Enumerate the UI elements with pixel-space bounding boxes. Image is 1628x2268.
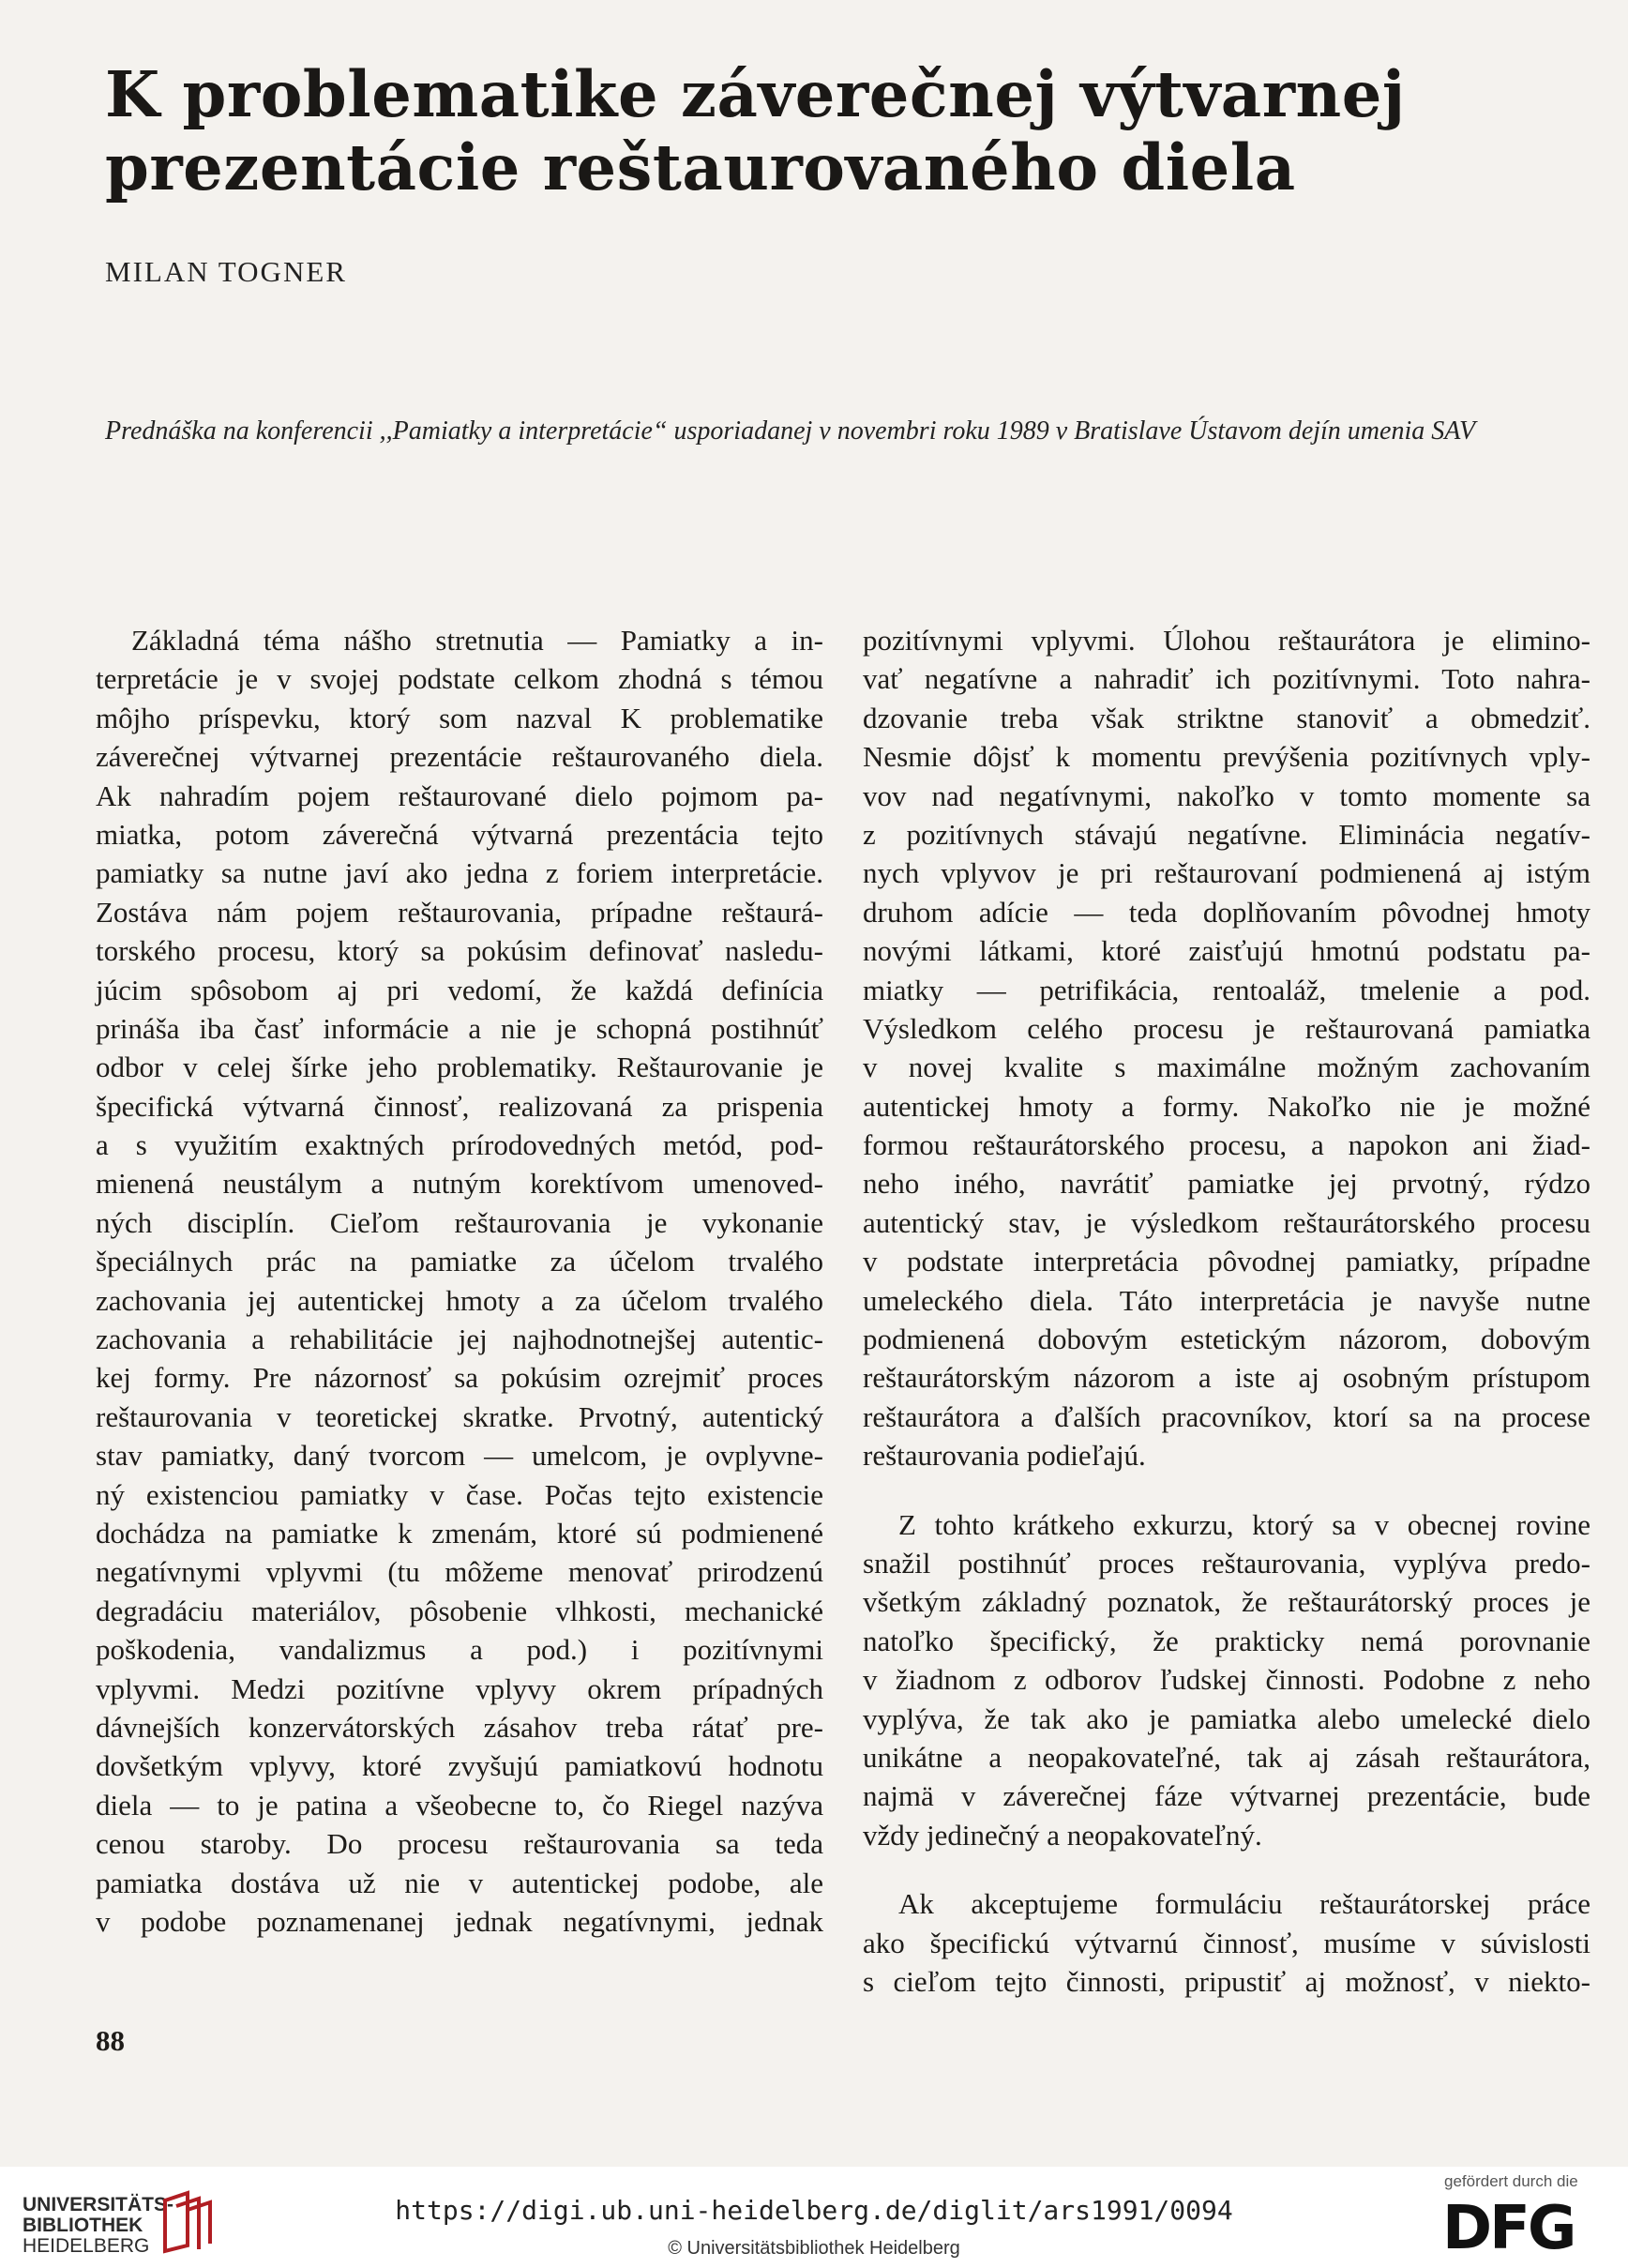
- text-line: zachovania jej autentickej hmoty a za účelom trvalého: [96, 1283, 823, 1317]
- text-line: môjho príspevku, ktorý som nazval K problematike: [96, 701, 823, 734]
- text-line: neho iného, navrátiť pamiatke jej prvotný, rýdzo: [863, 1167, 1590, 1201]
- text-line: dávnejších konzervátorských zásahov treba rátať pre-: [96, 1710, 823, 1744]
- text-line: prináša iba časť informácie a nie je schopná postihnúť: [96, 1011, 823, 1045]
- text-line: Z tohto krátkeho exkurzu, ktorý sa v obecnej rovine: [898, 1507, 1590, 1541]
- text-line: reštaurovania v teoretickej skratke. Prvotný, autentický: [96, 1399, 823, 1433]
- text-line: druhom adície — teda doplňovaním pôvodnej hmoty: [863, 895, 1590, 929]
- title-line-1: K problematike záverečnej výtvarnej: [105, 57, 1406, 131]
- funding-caption: gefördert durch die: [1444, 2172, 1578, 2190]
- text-line: júcim spôsobom aj pri vedomí, že každá definícia: [96, 973, 823, 1006]
- text-line: vplyvmi. Medzi pozitívne vplyvy okrem prípadných: [96, 1671, 823, 1705]
- text-line: špeciálnych prác na pamiatke za účelom trvalého: [96, 1245, 823, 1278]
- text-line: všetkým základný poznatok, že reštaurátorský proces je: [863, 1585, 1590, 1619]
- text-line: degradáciu materiálov, pôsobenie vlhkosti, mechanické: [96, 1594, 823, 1627]
- article-title: [105, 58, 1587, 204]
- text-line: formou reštaurátorského procesu, a napokon ani žiad-: [863, 1128, 1590, 1162]
- text-line: Ak akceptujeme formuláciu reštaurátorskej práce: [898, 1887, 1590, 1921]
- text-line: odbor v celej šírke jeho problematiky. Reštaurovanie je: [96, 1051, 823, 1084]
- text-line: torského procesu, ktorý sa pokúsim definovať nasledu-: [96, 934, 823, 968]
- lecture-note: Prednáška na konferencii ,,Pamiatky a interpretácie“ usporiadanej v novembri roku 1989 v Bratislave Ústavom dejín umenia SAV: [105, 416, 1476, 446]
- text-line: snažil postihnúť proces reštaurovania, vyplýva predo-: [863, 1546, 1590, 1580]
- text-line: s cieľom tejto činnosti, pripustiť aj možnosť, v niekto-: [863, 1964, 1590, 1998]
- text-column-right: [863, 621, 1590, 2001]
- text-line: nych vplyvov je pri reštaurovaní podmienená aj istým: [863, 856, 1590, 890]
- text-line: negatívnymi vplyvmi (tu môžeme menovať prirodzenú: [96, 1555, 823, 1589]
- text-line: z pozitívnych stávajú negatívne. Eliminácia negatív-: [863, 817, 1590, 851]
- paragraph-gap: [863, 1475, 1590, 1505]
- dfg-logo: DFG: [1442, 2194, 1575, 2263]
- author-name: MILAN TOGNER: [105, 255, 347, 288]
- text-line: vať negatívne a nahradiť ich pozitívnymi. Toto nahra-: [863, 662, 1590, 696]
- text-line: kej formy. Pre názornosť sa pokúsim ozrejmiť proces: [96, 1361, 823, 1395]
- text-line: špecifická výtvarná činnosť, realizovaná za prispenia: [96, 1089, 823, 1123]
- text-line: v podobe poznamenanej jednak negatívnymi, jednak: [96, 1904, 823, 1938]
- text-line: pamiatka dostáva už nie v autentickej podobe, ale: [96, 1866, 823, 1899]
- text-line: Zostáva nám pojem reštaurovania, prípadne reštaurá-: [96, 895, 823, 929]
- text-line: natoľko špecifický, že prakticky nemá porovnanie: [863, 1624, 1590, 1657]
- text-line: Základná téma nášho stretnutia — Pamiatky a in-: [131, 624, 823, 657]
- text-line: diela — to je patina a všeobecne to, čo Riegel nazýva: [96, 1788, 823, 1822]
- text-line: autentický stav, je výsledkom reštaurátorského procesu: [863, 1205, 1590, 1239]
- text-line: vyplýva, že tak ako je pamiatka alebo umelecké dielo: [863, 1701, 1590, 1735]
- text-line: dzovanie treba však striktne stanoviť a obmedziť.: [863, 701, 1590, 734]
- text-line: terpretácie je v svojej podstate celkom zhodná s témou: [96, 662, 823, 696]
- text-line: pamiatky sa nutne javí ako jedna z foriem interpretácie.: [96, 856, 823, 890]
- text-line: záverečnej výtvarnej prezentácie reštaurovaného diela.: [96, 740, 823, 774]
- permalink-url[interactable]: https://digi.ub.uni-heidelberg.de/diglit/ars1991/0094: [395, 2195, 1233, 2226]
- text-line: autentickej hmoty a formy. Nakoľko nie je možné: [863, 1089, 1590, 1123]
- text-line: miatka, potom záverečná výtvarná prezentácia tejto: [96, 817, 823, 851]
- text-line: zachovania a rehabilitácie jej najhodnotnejšej autentic-: [96, 1323, 823, 1356]
- text-line: mienená neustálym a nutným korektívom umenoved-: [96, 1167, 823, 1201]
- library-name-line-3: HEIDELBERG: [23, 2235, 150, 2257]
- text-line: dochádza na pamiatke k zmenám, ktoré sú podmienené: [96, 1516, 823, 1550]
- text-line: Nesmie dôjsť k momentu prevýšenia pozitívnych vply-: [863, 740, 1590, 774]
- text-line: vždy jedinečný a neopakovateľný.: [863, 1818, 1262, 1852]
- text-line: vov nad negatívnymi, nakoľko v tomto momente sa: [863, 779, 1590, 812]
- text-line: v žiadnom z odborov ľudskej činnosti. Podobne z neho: [863, 1663, 1590, 1697]
- text-line: umeleckého diela. Táto interpretácia je navyše nutne: [863, 1283, 1590, 1317]
- digitization-footer: [0, 2167, 1628, 2268]
- text-line: Výsledkom celého procesu je reštaurovaná pamiatka: [863, 1011, 1590, 1045]
- copyright-notice: © Universitätsbibliothek Heidelberg: [668, 2238, 960, 2259]
- text-line: poškodenia, vandalizmus a pod.) i pozitívnymi: [96, 1633, 823, 1667]
- text-line: unikátne a neopakovateľné, tak aj zásah reštaurátora,: [863, 1740, 1590, 1774]
- text-column-left: [96, 621, 823, 1941]
- text-line: ný existenciou pamiatky v čase. Počas tejto existencie: [96, 1477, 823, 1511]
- text-line: ako špecifickú výtvarnú činnosť, musíme v súvislosti: [863, 1926, 1590, 1959]
- title-line-2: prezentácie reštaurovaného diela: [105, 130, 1296, 204]
- page-number: 88: [96, 2024, 125, 2057]
- text-line: reštaurátorským názorom a iste aj osobným prístupom: [863, 1361, 1590, 1395]
- text-line: pozitívnymi vplyvmi. Úlohou reštaurátora je elimino-: [863, 624, 1590, 657]
- text-line: cenou staroby. Do procesu reštaurovania sa teda: [96, 1827, 823, 1861]
- text-line: podmienená dobovým estetickým názorom, dobovým: [863, 1323, 1590, 1356]
- text-line: v novej kvalite s maximálne možným zachovaním: [863, 1051, 1590, 1084]
- text-line: novými látkami, ktoré zaisťujú hmotnú podstatu pa-: [863, 934, 1590, 968]
- text-line: a s využitím exaktných prírodovedných metód, pod-: [96, 1128, 823, 1162]
- text-line: Ak nahradím pojem reštaurované dielo pojmom pa-: [96, 779, 823, 812]
- text-line: reštaurovania podieľajú.: [863, 1439, 1146, 1473]
- text-line: stav pamiatky, daný tvorcom — umelcom, je ovplyvne-: [96, 1439, 823, 1473]
- paragraph-gap: [863, 1854, 1590, 1884]
- library-name-line-1: UNIVERSITÄTS-: [23, 2194, 174, 2215]
- library-name-line-2: BIBLIOTHEK: [23, 2215, 143, 2236]
- text-line: ných disciplín. Cieľom reštaurovania je vykonanie: [96, 1205, 823, 1239]
- text-line: miatky — petrifikácia, rentoaláž, tmelenie a pod.: [863, 973, 1590, 1006]
- text-line: najmä v záverečnej fáze výtvarnej prezentácie, bude: [863, 1779, 1590, 1813]
- text-line: dovšetkým vplyvy, ktoré zvyšujú pamiatkovú hodnotu: [96, 1749, 823, 1783]
- text-line: v podstate interpretácia pôvodnej pamiatky, prípadne: [863, 1245, 1590, 1278]
- text-line: reštaurátora a ďalších pracovníkov, ktorí sa na procese: [863, 1399, 1590, 1433]
